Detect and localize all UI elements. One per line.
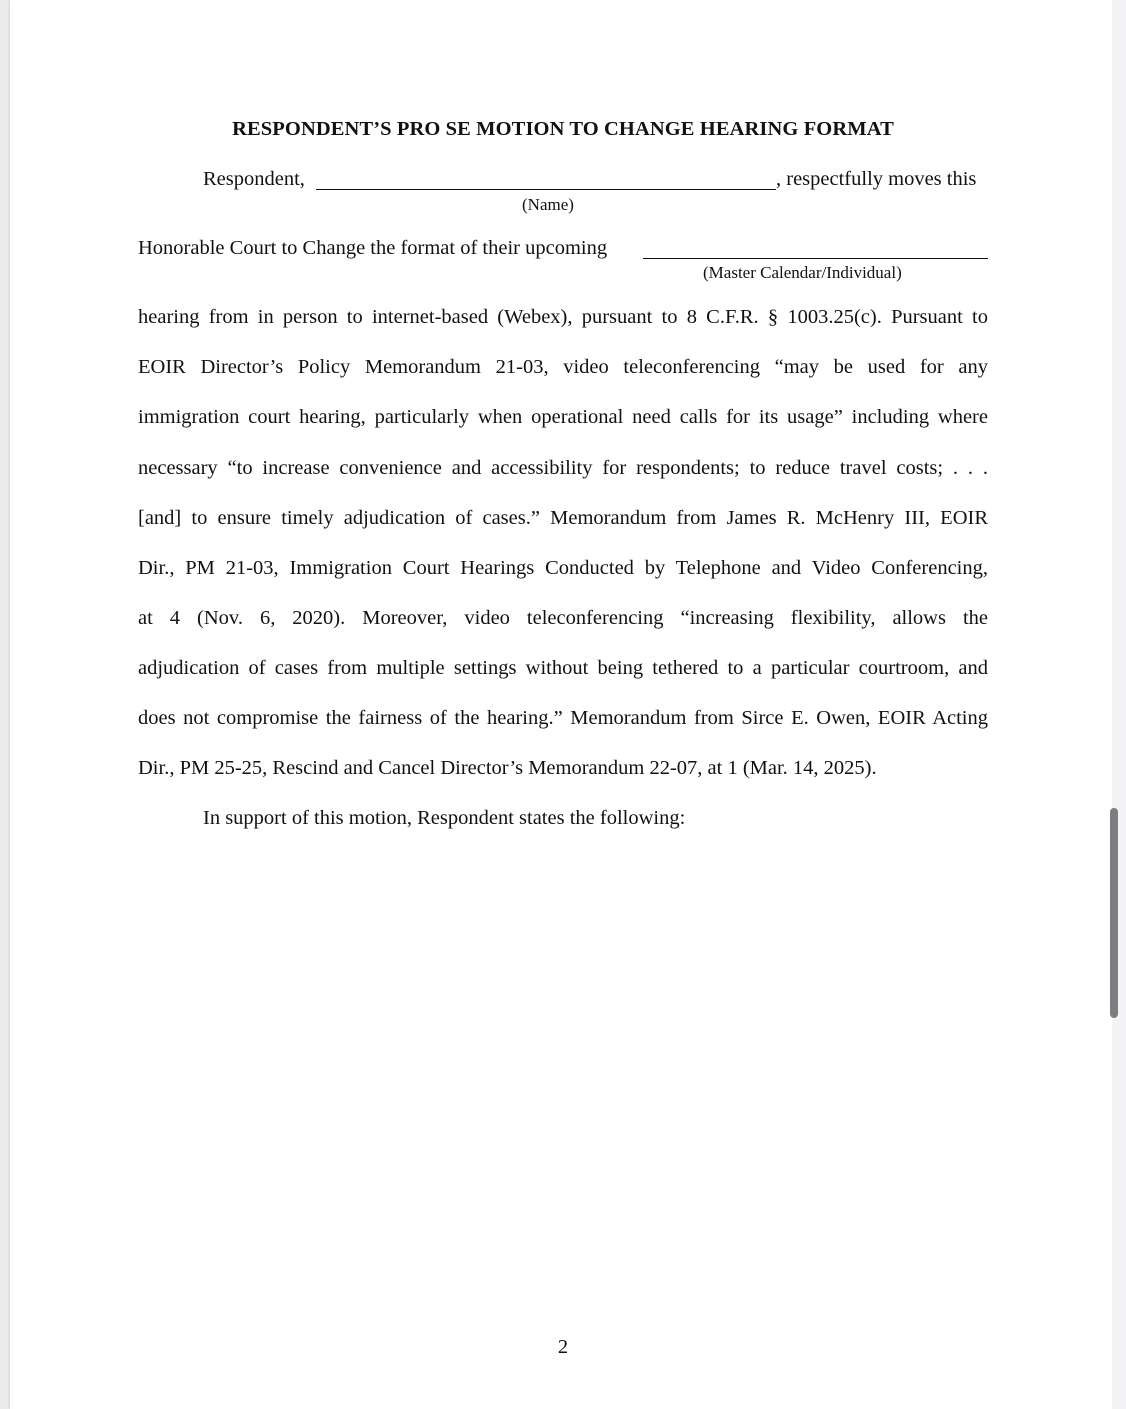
name-caption: (Name) [522,195,574,214]
body-line: immigration court hearing, particularly when operational need calls for its usage” including where [138,406,988,428]
body-line: EOIR Director’s Policy Memorandum 21-03, video teleconferencing “may be used for any [138,356,988,378]
respondent-label: Respondent, [203,168,305,190]
support-statement: In support of this motion, Respondent states the following: [203,807,686,829]
vertical-scrollbar[interactable] [1112,0,1126,1409]
body-line: [and] to ensure timely adjudication of cases.” Memorandum from James R. McHenry III, EOIR [138,507,988,529]
body-line: at 4 (Nov. 6, 2020). Moreover, video teleconferencing “increasing flexibility, allows the [138,607,988,629]
body-line: Dir., PM 21-03, Immigration Court Hearings Conducted by Telephone and Video Conferencing, [138,557,988,579]
name-blank-line[interactable] [316,189,776,190]
scrollbar-thumb[interactable] [1110,808,1118,1018]
respectfully-moves-text: , respectfully moves this [776,168,977,190]
honorable-court-text: Honorable Court to Change the format of their upcoming [138,237,608,259]
body-line: hearing from in person to internet-based (Webex), pursuant to 8 C.F.R. § 1003.25(c). Pursuant to [138,306,988,328]
document-title: RESPONDENT’S PRO SE MOTION TO CHANGE HEARING FORMAT [232,118,894,140]
document-page [10,0,1116,1409]
body-line: does not compromise the fairness of the hearing.” Memorandum from Sirce E. Owen, EOIR Acting [138,707,988,729]
body-line: necessary “to increase convenience and accessibility for respondents; to reduce travel costs; . . . [138,457,988,479]
page-number: 2 [557,1336,569,1358]
hearing-type-blank-line[interactable] [643,258,988,259]
body-line: adjudication of cases from multiple settings without being tethered to a particular courtroom, and [138,657,988,679]
hearing-type-caption: (Master Calendar/Individual) [703,263,902,282]
body-last-line: Dir., PM 25-25, Rescind and Cancel Director’s Memorandum 22-07, at 1 (Mar. 14, 2025). [138,757,877,779]
